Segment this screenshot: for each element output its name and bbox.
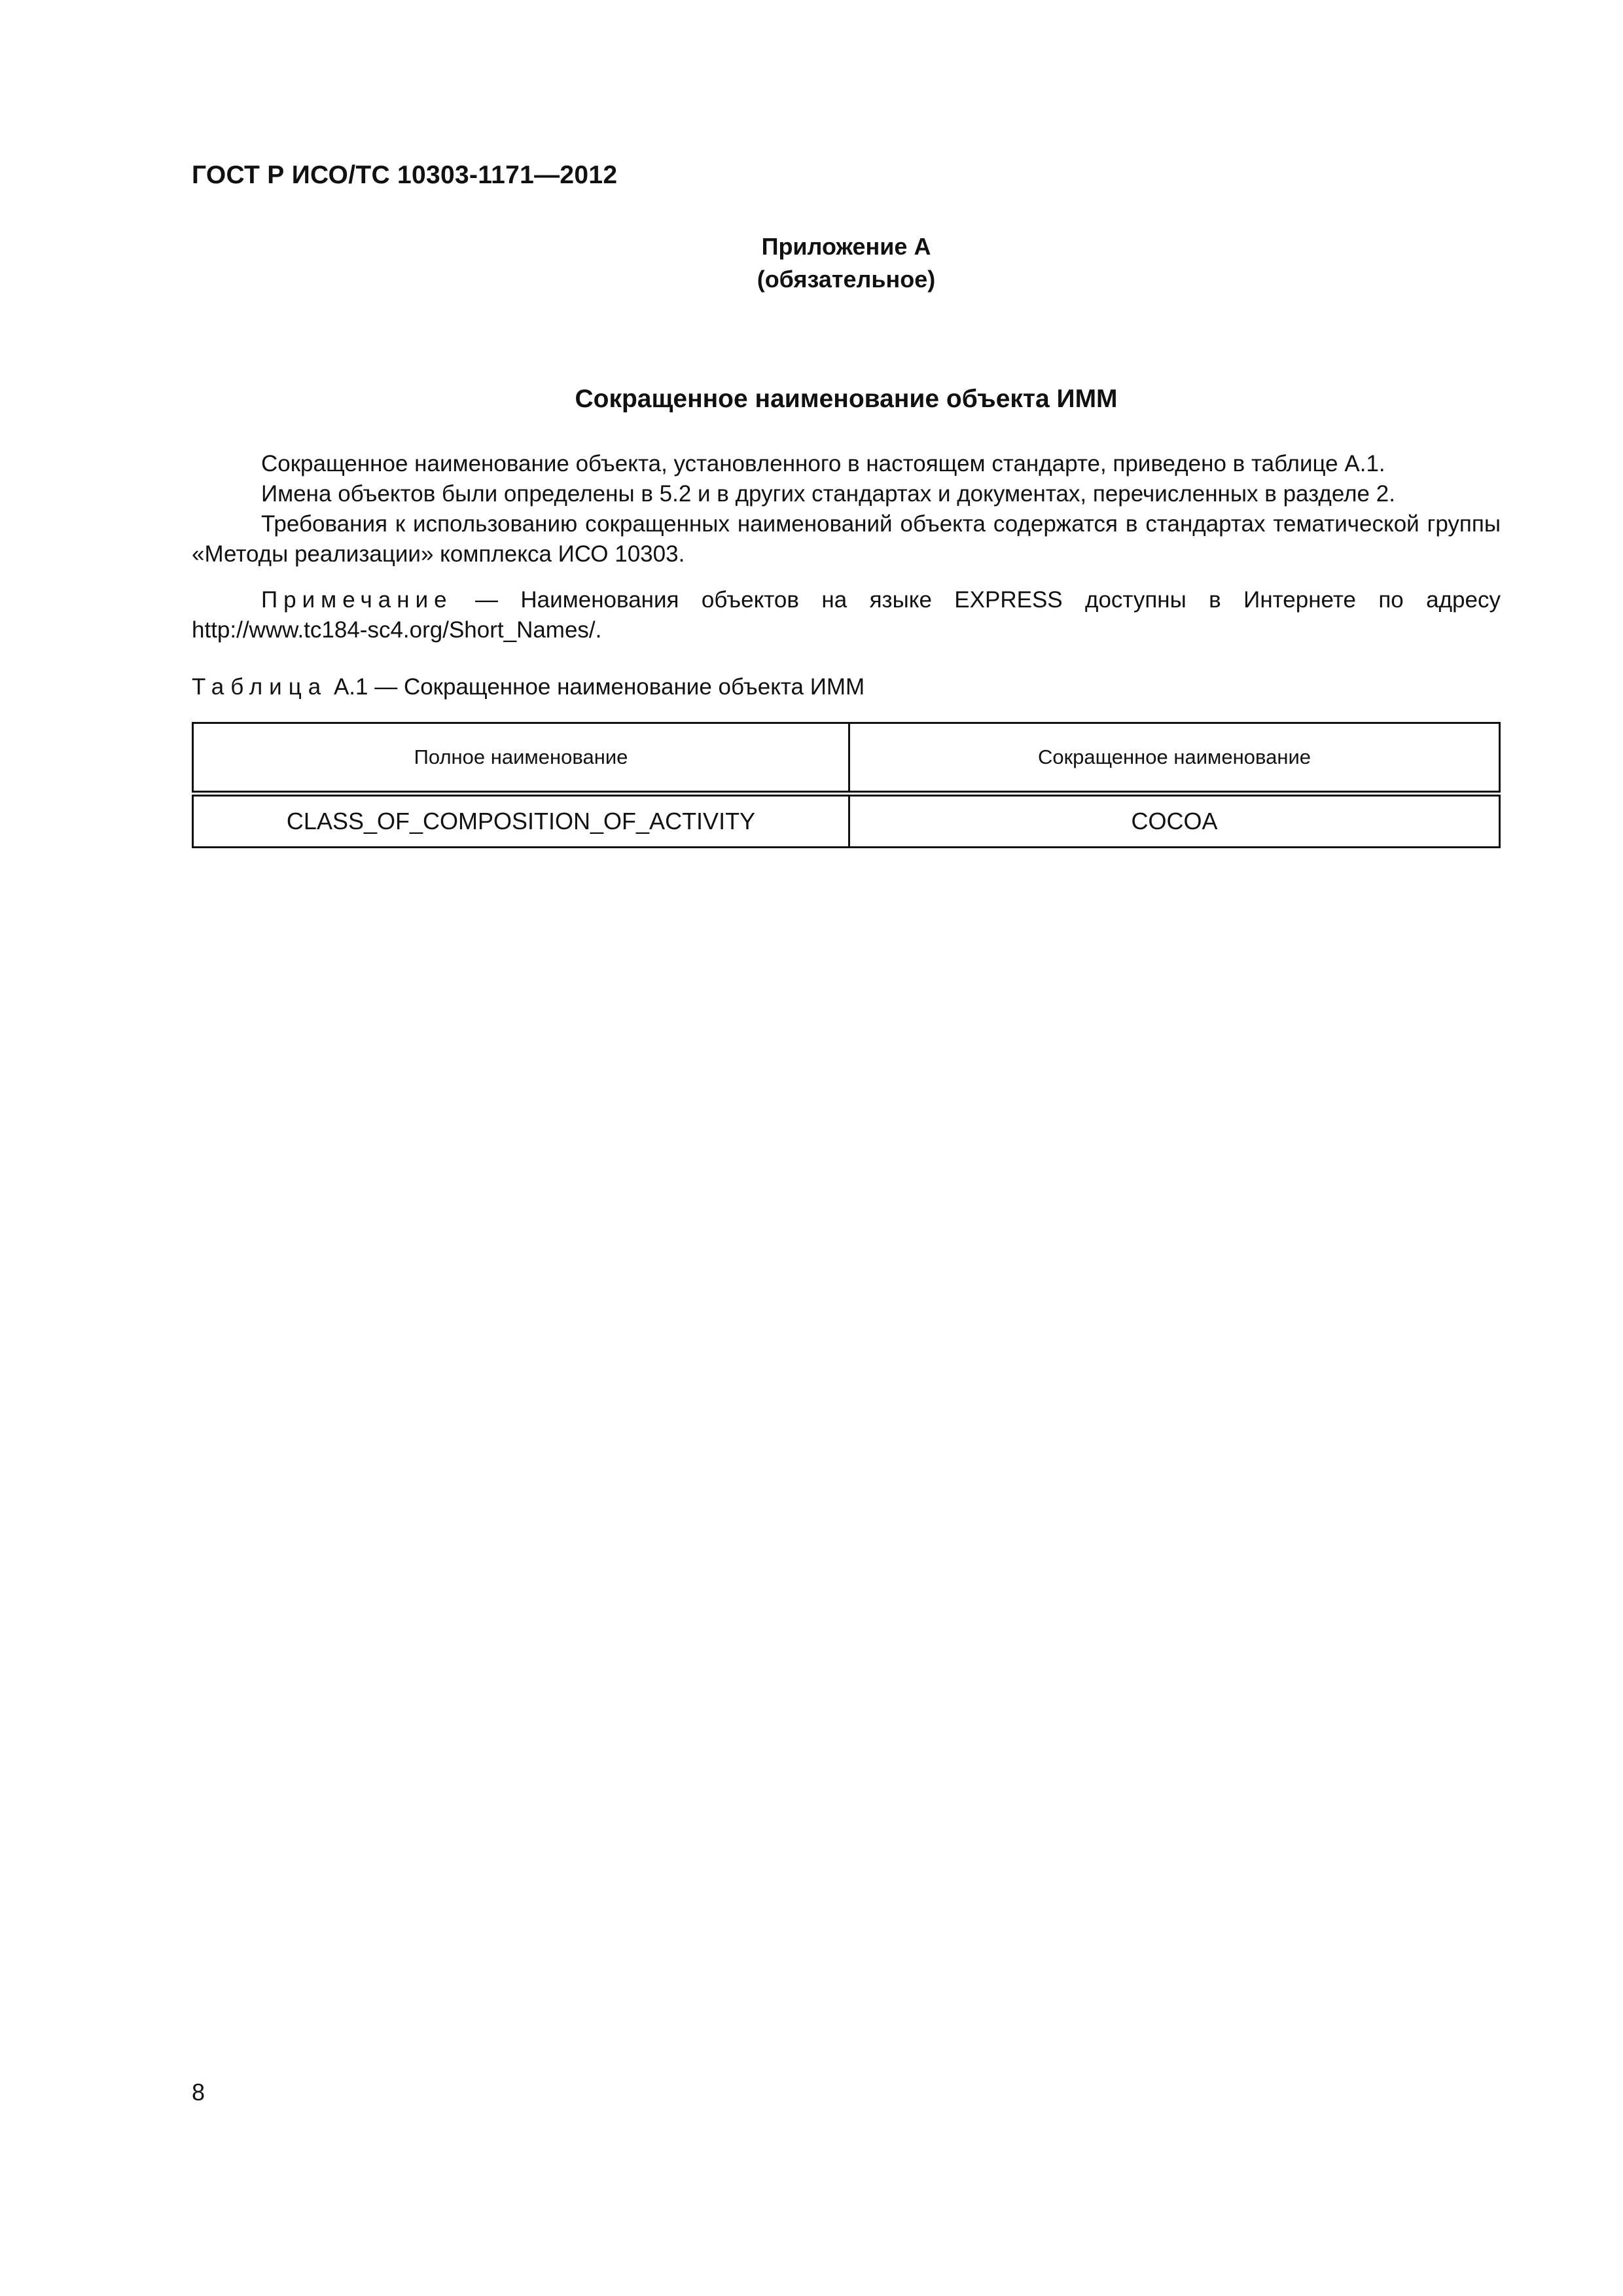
paragraph-2: Имена объектов были определены в 5.2 и в других стандартах и документах, перечисленных в разделе 2. xyxy=(261,481,1395,507)
table-header-row xyxy=(193,723,1500,794)
appendix-heading xyxy=(192,230,1501,296)
column-header-full-name: Полное наименование xyxy=(193,723,849,794)
column-header-short-name: Сокращенное наименование xyxy=(849,723,1500,794)
appendix-title: Приложение А xyxy=(761,233,931,260)
intro-paragraphs xyxy=(192,449,1501,569)
table-row xyxy=(193,794,1500,848)
table-caption-text: А.1 — Сокращенное наименование объекта ИММ xyxy=(327,674,865,700)
note-block xyxy=(192,585,1501,645)
note-dash: — xyxy=(452,587,521,613)
note-text: Наименования объектов на языке EXPRESS доступны в Интернете по адресу http://www.tc184-sc4.org/Short_Names/. xyxy=(192,587,1501,643)
appendix-status: (обязательное) xyxy=(757,266,936,293)
short-names-table xyxy=(192,722,1501,848)
paragraph-1: Сокращенное наименование объекта, установленного в настоящем стандарте, приведено в таблице А.1. xyxy=(261,451,1385,476)
table-caption-label: Таблица xyxy=(192,674,328,700)
document-standard-id: ГОСТ Р ИСО/ТС 10303-1171—2012 xyxy=(192,161,618,189)
section-title: Сокращенное наименование объекта ИММ xyxy=(575,385,1118,413)
note-paragraph xyxy=(192,585,1501,645)
cell-full-name: CLASS_OF_COMPOSITION_OF_ACTIVITY xyxy=(193,794,849,848)
table-caption xyxy=(192,674,865,700)
page-number: 8 xyxy=(192,2079,205,2106)
cell-short-name: COCOA xyxy=(849,794,1500,848)
paragraph-3: Требования к использованию сокращенных наименований объекта содержатся в стандартах тематической группы «Методы реализации» комплекса ИСО 10303. xyxy=(192,511,1501,567)
note-label: Примечание xyxy=(261,587,453,613)
